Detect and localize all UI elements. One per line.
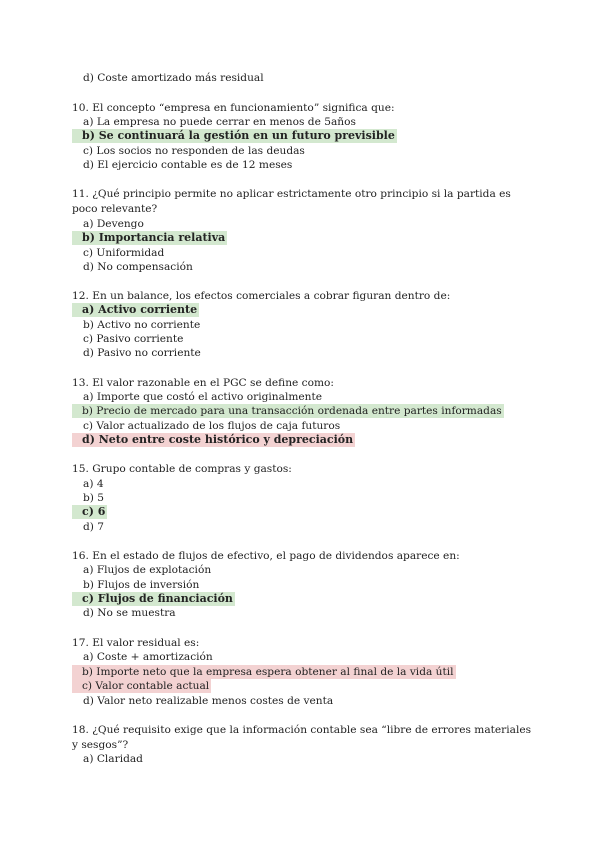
q15-stem: 15. Grupo contable de compras y gastos:	[72, 463, 292, 475]
q13-option-a: a) Importe que costó el activo originalmente	[83, 391, 322, 403]
q18-stem: 18. ¿Qué requisito exige que la información contable sea “libre de errores materiales y sesgos”?	[72, 724, 532, 751]
q17-option-c-wrong: c) Valor contable actual	[72, 679, 211, 693]
q9-option-d: d) Coste amortizado más residual	[83, 72, 264, 84]
q17-stem: 17. El valor residual es:	[72, 637, 200, 649]
q12-option-a-correct: a) Activo corriente	[72, 303, 199, 317]
q16-option-b: b) Flujos de inversión	[83, 579, 200, 591]
q16-stem: 16. En el estado de flujos de efectivo, el pago de dividendos aparece en:	[72, 550, 460, 562]
q10-option-c: c) Los socios no responden de las deudas	[83, 145, 305, 157]
q17-option-d: d) Valor neto realizable menos costes de venta	[83, 695, 334, 707]
q15-option-b: b) 5	[83, 492, 105, 504]
q11-option-c: c) Uniformidad	[83, 247, 165, 259]
q12-option-c: c) Pasivo corriente	[83, 333, 184, 345]
q16-option-a: a) Flujos de explotación	[83, 564, 212, 576]
q18-option-a: a) Claridad	[83, 753, 143, 765]
q17-option-a: a) Coste + amortización	[83, 651, 213, 663]
q11-option-a: a) Devengo	[83, 218, 144, 230]
q17-option-b-marked: b) Importe neto que la empresa espera obtener al final de la vida útil	[72, 665, 456, 679]
q11-option-d: d) No compensación	[83, 261, 193, 273]
q13-option-c: c) Valor actualizado de los flujos de caja futuros	[83, 420, 341, 432]
q15-option-d: d) 7	[83, 521, 105, 533]
q12-option-d: d) Pasivo no corriente	[83, 347, 201, 359]
q11-option-b-correct: b) Importancia relativa	[72, 231, 227, 245]
q13-option-b-marked: b) Precio de mercado para una transacción ordenada entre partes informadas	[72, 404, 504, 418]
q16-option-d: d) No se muestra	[83, 607, 176, 619]
q10-option-b-correct: b) Se continuará la gestión en un futuro previsible	[72, 129, 397, 143]
q10-option-a: a) La empresa no puede cerrar en menos de 5años	[83, 116, 356, 128]
q11-stem: 11. ¿Qué principio permite no aplicar estrictamente otro principio si la partida es poco relevante?	[72, 188, 511, 215]
q10-stem: 10. El concepto “empresa en funcionamiento” significa que:	[72, 102, 395, 114]
q13-stem: 13. El valor razonable en el PGC se define como:	[72, 377, 334, 389]
q16-option-c-correct: c) Flujos de financiación	[72, 592, 235, 606]
q12-option-b: b) Activo no corriente	[83, 319, 201, 331]
q13-option-d-wrong: d) Neto entre coste histórico y depreciación	[72, 433, 355, 447]
q15-option-a: a) 4	[83, 478, 104, 490]
q15-option-c-correct: c) 6	[72, 505, 107, 519]
q12-stem: 12. En un balance, los efectos comerciales a cobrar figuran dentro de:	[72, 290, 451, 302]
q10-option-d: d) El ejercicio contable es de 12 meses	[83, 159, 293, 171]
